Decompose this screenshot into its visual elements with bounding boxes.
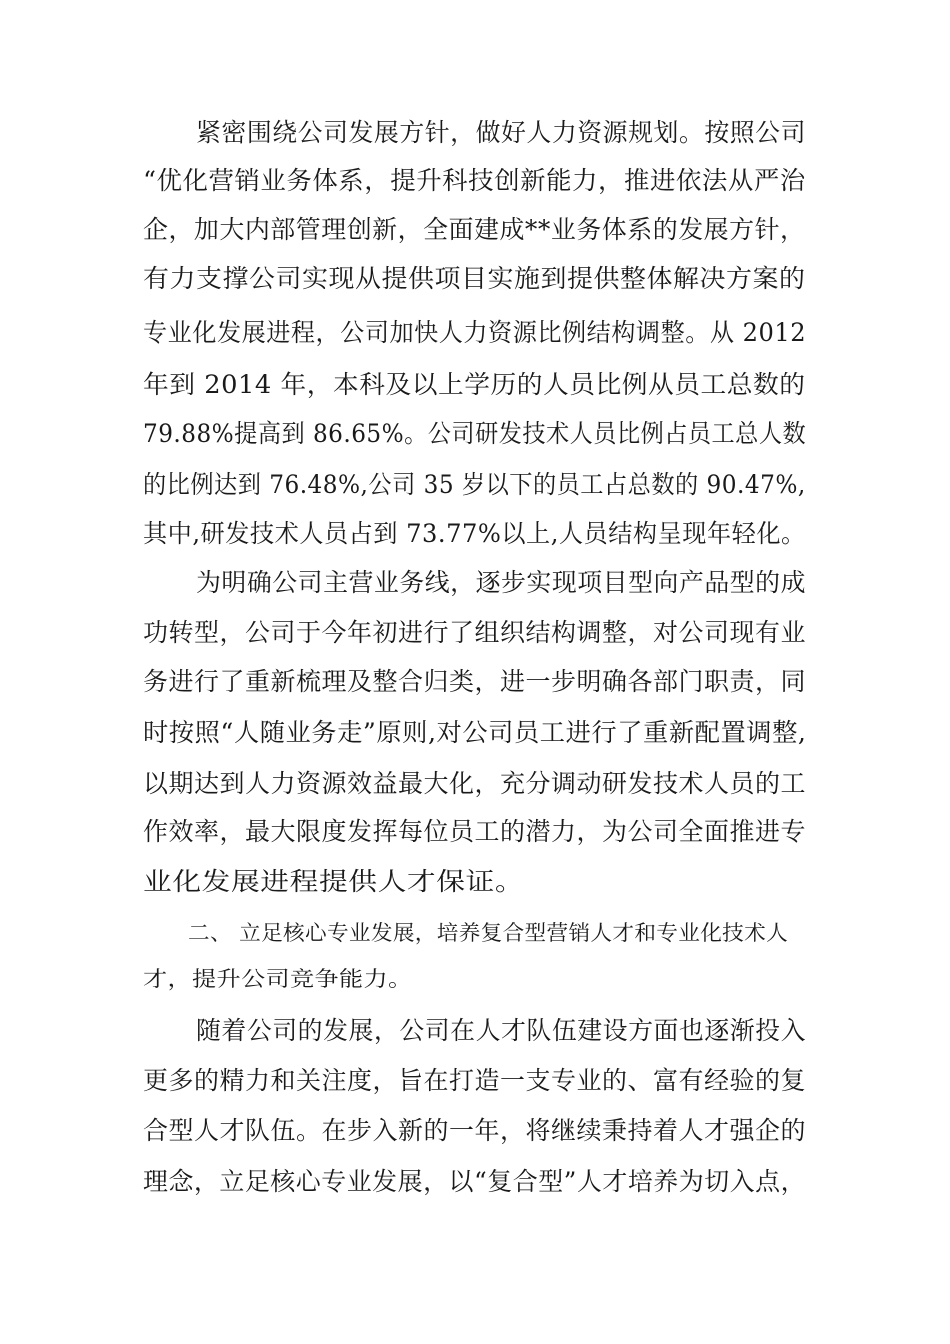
text-line: 更多的精力和关注度，旨在打造一支专业的、富有经验的复: [143, 1066, 807, 1095]
text-line: 合型人才队伍。在步入新的一年，将继续秉持着人才强企的: [143, 1116, 807, 1145]
text-line: 作效率，最大限度发挥每位员工的潜力，为公司全面推进专: [143, 817, 807, 846]
text-line: 时按照“人随业务走”原则,对公司员工进行了重新配置调整,: [143, 718, 807, 747]
text-line: “优化营销业务体系，提升科技创新能力，推进依法从严治: [143, 166, 806, 195]
text-line: 紧密围绕公司发展方针，做好人力资源规划。按照公司: [196, 118, 806, 147]
text-line: 年到 2014 年，本科及以上学历的人员比例从员工总数的: [143, 370, 806, 399]
text-line: 随着公司的发展，公司在人才队伍建设方面也逐渐投入: [196, 1016, 806, 1045]
heading-line: 二、 立足核心专业发展，培养复合型营销人才和专业化技术人: [188, 921, 789, 945]
text-line: 其中,研发技术人员占到 73.77%以上,人员结构呈现年轻化。: [143, 519, 806, 548]
text-line: 务进行了重新梳理及整合归类，进一步明确各部门职责，同: [143, 667, 807, 696]
text-line: 专业化发展进程，公司加快人力资源比例结构调整。从 2012: [143, 318, 807, 347]
text-line: 理念，立足核心专业发展，以“复合型”人才培养为切入点，: [143, 1167, 807, 1196]
text-line: 业化发展进程提供人才保证。: [143, 867, 525, 896]
text-line: 以期达到人力资源效益最大化，充分调动研发技术人员的工: [143, 769, 807, 798]
text-line: 有力支撑公司实现从提供项目实施到提供整体解决方案的: [143, 264, 806, 293]
heading-line: 才，提升公司竞争能力。: [143, 967, 413, 991]
text-line: 79.88%提高到 86.65%。公司研发技术人员比例占员工总人数: [143, 419, 807, 448]
text-line: 功转型，公司于今年初进行了组织结构调整，对公司现有业: [143, 618, 807, 647]
text-line: 企，加大内部管理创新，全面建成**业务体系的发展方针，: [143, 215, 806, 244]
text-line: 的比例达到 76.48%,公司 35 岁以下的员工占总数的 90.47%,: [143, 470, 806, 499]
text-line: 为明确公司主营业务线，逐步实现项目型向产品型的成: [196, 568, 806, 597]
